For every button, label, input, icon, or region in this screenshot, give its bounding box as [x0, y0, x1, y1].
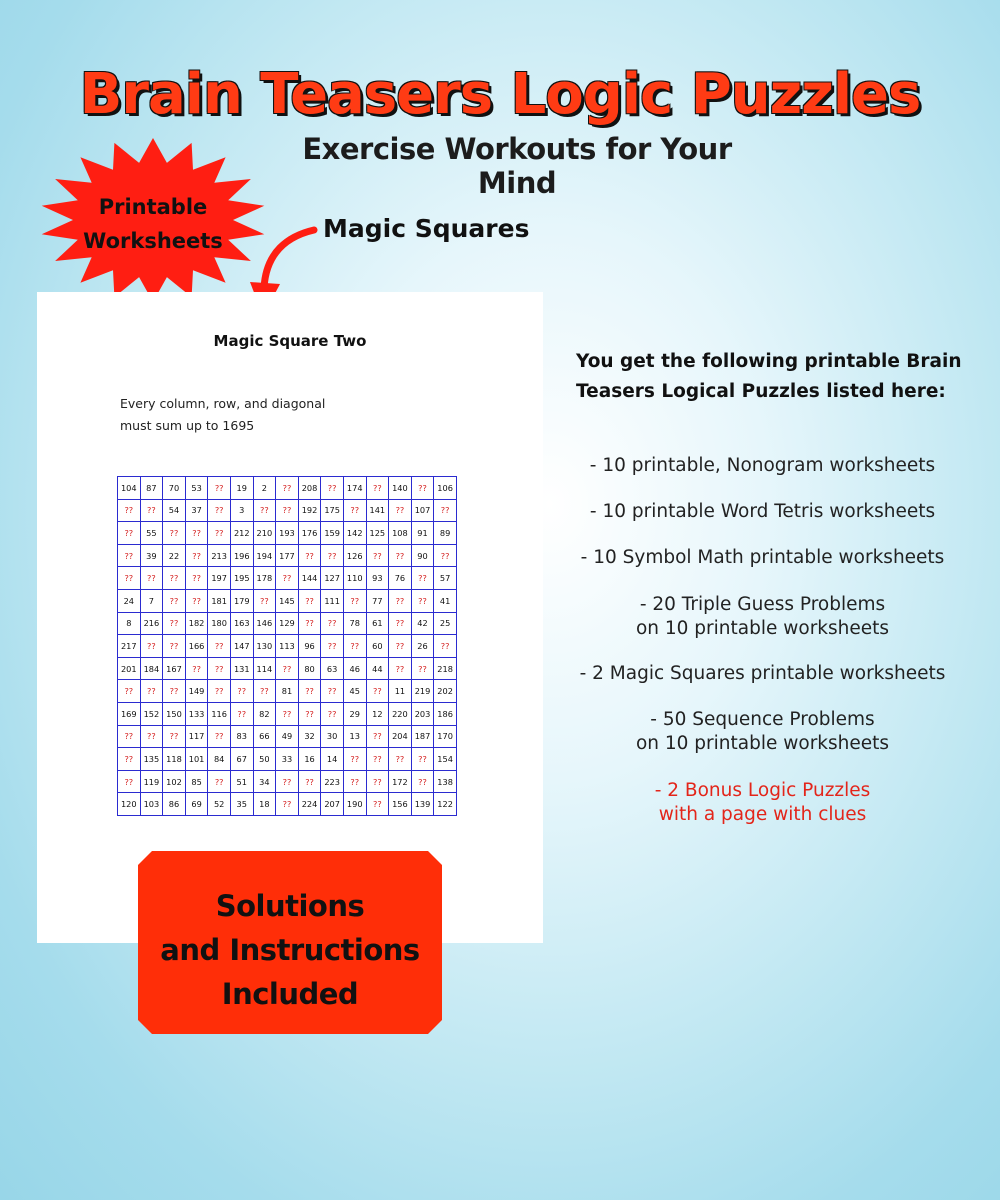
- grid-row: [118, 567, 457, 590]
- grid-cell: ??: [140, 499, 163, 522]
- grid-cell: 146: [253, 612, 276, 635]
- grid-cell: 172: [389, 770, 412, 793]
- grid-cell: 130: [253, 635, 276, 658]
- grid-cell: 102: [163, 770, 186, 793]
- grid-cell: 139: [411, 793, 434, 816]
- solutions-badge-text: [138, 884, 442, 1016]
- list-item-bonus: [545, 779, 980, 827]
- grid-row: [118, 680, 457, 703]
- grid-cell: ??: [321, 477, 344, 500]
- grid-cell: 140: [389, 477, 412, 500]
- list-item-line: - 10 printable Word Tetris worksheets: [589, 501, 936, 522]
- grid-cell: ??: [118, 748, 141, 771]
- grid-cell: 116: [208, 702, 231, 725]
- grid-cell: ??: [208, 657, 231, 680]
- grid-cell: 46: [343, 657, 366, 680]
- grid-cell: 141: [366, 499, 389, 522]
- grid-cell: 78: [343, 612, 366, 635]
- grid-cell: 76: [389, 567, 412, 590]
- grid-cell: 103: [140, 793, 163, 816]
- grid-cell: 50: [253, 748, 276, 771]
- grid-cell: 86: [163, 793, 186, 816]
- grid-cell: 52: [208, 793, 231, 816]
- grid-cell: ??: [253, 499, 276, 522]
- grid-cell: ??: [366, 725, 389, 748]
- grid-cell: 93: [366, 567, 389, 590]
- grid-cell: 187: [411, 725, 434, 748]
- grid-cell: 61: [366, 612, 389, 635]
- grid-cell: 25: [434, 612, 457, 635]
- grid-cell: 182: [185, 612, 208, 635]
- grid-row: [118, 522, 457, 545]
- grid-cell: 154: [434, 748, 457, 771]
- grid-cell: 125: [366, 522, 389, 545]
- list-item-line: on 10 printable worksheets: [635, 733, 890, 754]
- grid-cell: 77: [366, 589, 389, 612]
- page-subtitle: Exercise Workouts for Your Mind: [302, 132, 732, 200]
- list-item-word-tetris: [545, 500, 980, 524]
- grid-cell: 13: [343, 725, 366, 748]
- grid-cell: ??: [208, 725, 231, 748]
- grid-cell: 60: [366, 635, 389, 658]
- grid-cell: 193: [276, 522, 299, 545]
- grid-cell: 34: [253, 770, 276, 793]
- list-item-triple-guess: [545, 593, 980, 641]
- grid-cell: ??: [411, 748, 434, 771]
- grid-cell: 7: [140, 589, 163, 612]
- grid-cell: 113: [276, 635, 299, 658]
- grid-cell: 41: [434, 589, 457, 612]
- grid-cell: 22: [163, 544, 186, 567]
- grid-cell: 142: [343, 522, 366, 545]
- grid-cell: 169: [118, 702, 141, 725]
- grid-cell: 12: [366, 702, 389, 725]
- grid-cell: ??: [366, 680, 389, 703]
- grid-cell: 186: [434, 702, 457, 725]
- grid-cell: 192: [298, 499, 321, 522]
- grid-cell: 202: [434, 680, 457, 703]
- grid-cell: 19: [230, 477, 253, 500]
- grid-cell: 207: [321, 793, 344, 816]
- grid-cell: 80: [298, 657, 321, 680]
- grid-cell: 90: [411, 544, 434, 567]
- grid-cell: 122: [434, 793, 457, 816]
- grid-cell: 204: [389, 725, 412, 748]
- grid-cell: ??: [118, 544, 141, 567]
- grid-cell: 18: [253, 793, 276, 816]
- grid-cell: ??: [298, 680, 321, 703]
- grid-cell: 131: [230, 657, 253, 680]
- grid-cell: 150: [163, 702, 186, 725]
- grid-cell: ??: [163, 589, 186, 612]
- solutions-line-2: and Instructions: [160, 933, 420, 967]
- list-intro-line-2: Teasers Logical Puzzles listed here:: [576, 381, 946, 402]
- grid-cell: 107: [411, 499, 434, 522]
- grid-cell: 119: [140, 770, 163, 793]
- grid-cell: 126: [343, 544, 366, 567]
- list-item-line: - 10 Symbol Math printable worksheets: [580, 547, 945, 568]
- grid-cell: 156: [389, 793, 412, 816]
- grid-cell: ??: [321, 680, 344, 703]
- grid-row: [118, 725, 457, 748]
- grid-row: [118, 544, 457, 567]
- grid-cell: 218: [434, 657, 457, 680]
- grid-cell: 14: [321, 748, 344, 771]
- grid-cell: 63: [321, 657, 344, 680]
- grid-cell: ??: [140, 567, 163, 590]
- grid-cell: 39: [140, 544, 163, 567]
- grid-cell: ??: [298, 612, 321, 635]
- grid-cell: 29: [343, 702, 366, 725]
- list-intro-line-1: You get the following printable Brain: [576, 351, 962, 372]
- grid-cell: 220: [389, 702, 412, 725]
- list-item-nonogram: [545, 454, 980, 478]
- grid-cell: 83: [230, 725, 253, 748]
- grid-cell: ??: [163, 612, 186, 635]
- grid-cell: 114: [253, 657, 276, 680]
- list-item-line: on 10 printable worksheets: [635, 618, 890, 639]
- grid-cell: ??: [253, 589, 276, 612]
- grid-cell: 16: [298, 748, 321, 771]
- grid-cell: 201: [118, 657, 141, 680]
- grid-cell: ??: [411, 477, 434, 500]
- printable-badge-text: [50, 190, 256, 258]
- grid-cell: 26: [411, 635, 434, 658]
- grid-cell: 117: [185, 725, 208, 748]
- grid-cell: 57: [434, 567, 457, 590]
- grid-cell: 3: [230, 499, 253, 522]
- grid-cell: 32: [298, 725, 321, 748]
- grid-cell: ??: [118, 725, 141, 748]
- list-item-symbol-math: [545, 546, 980, 570]
- grid-cell: ??: [389, 544, 412, 567]
- grid-cell: 213: [208, 544, 231, 567]
- grid-cell: 54: [163, 499, 186, 522]
- grid-cell: 138: [434, 770, 457, 793]
- grid-cell: 197: [208, 567, 231, 590]
- grid-cell: ??: [276, 793, 299, 816]
- grid-cell: ??: [434, 544, 457, 567]
- grid-cell: 53: [185, 477, 208, 500]
- grid-cell: 55: [140, 522, 163, 545]
- list-item-sequence: [545, 708, 980, 756]
- grid-row: [118, 793, 457, 816]
- grid-cell: 135: [140, 748, 163, 771]
- grid-cell: 127: [321, 567, 344, 590]
- grid-cell: 2: [253, 477, 276, 500]
- magic-squares-callout: Magic Squares: [323, 214, 530, 243]
- grid-cell: ??: [321, 702, 344, 725]
- grid-cell: 96: [298, 635, 321, 658]
- grid-cell: ??: [163, 725, 186, 748]
- grid-cell: 195: [230, 567, 253, 590]
- grid-cell: ??: [343, 499, 366, 522]
- grid-cell: ??: [389, 499, 412, 522]
- grid-cell: ??: [321, 635, 344, 658]
- worksheet-title: Magic Square Two: [213, 332, 367, 350]
- grid-cell: 84: [208, 748, 231, 771]
- grid-cell: ??: [230, 680, 253, 703]
- instruction-line-1: Every column, row, and diagonal: [120, 396, 326, 411]
- grid-cell: 217: [118, 635, 141, 658]
- grid-cell: ??: [253, 680, 276, 703]
- grid-cell: 190: [343, 793, 366, 816]
- grid-cell: ??: [185, 522, 208, 545]
- grid-cell: ??: [298, 544, 321, 567]
- grid-cell: ??: [140, 680, 163, 703]
- grid-cell: 223: [321, 770, 344, 793]
- grid-cell: 24: [118, 589, 141, 612]
- grid-cell: 178: [253, 567, 276, 590]
- grid-cell: 129: [276, 612, 299, 635]
- grid-cell: ??: [118, 499, 141, 522]
- grid-cell: ??: [185, 657, 208, 680]
- grid-cell: ??: [276, 770, 299, 793]
- grid-cell: 147: [230, 635, 253, 658]
- grid-row: [118, 499, 457, 522]
- grid-cell: ??: [230, 702, 253, 725]
- grid-cell: ??: [298, 589, 321, 612]
- grid-cell: 224: [298, 793, 321, 816]
- grid-cell: 163: [230, 612, 253, 635]
- grid-cell: 111: [321, 589, 344, 612]
- grid-cell: ??: [389, 612, 412, 635]
- grid-cell: ??: [366, 793, 389, 816]
- grid-cell: 219: [411, 680, 434, 703]
- grid-cell: 180: [208, 612, 231, 635]
- page-title: Brain Teasers Logic Puzzles: [79, 62, 921, 127]
- grid-cell: ??: [298, 770, 321, 793]
- grid-cell: ??: [140, 635, 163, 658]
- grid-cell: ??: [208, 680, 231, 703]
- grid-cell: 8: [118, 612, 141, 635]
- grid-row: [118, 657, 457, 680]
- grid-cell: ??: [366, 748, 389, 771]
- grid-cell: 181: [208, 589, 231, 612]
- grid-cell: 91: [411, 522, 434, 545]
- grid-cell: 174: [343, 477, 366, 500]
- grid-cell: ??: [411, 770, 434, 793]
- grid-cell: 51: [230, 770, 253, 793]
- magic-square-grid: [117, 476, 457, 816]
- grid-cell: 216: [140, 612, 163, 635]
- grid-row: [118, 702, 457, 725]
- grid-cell: 176: [298, 522, 321, 545]
- grid-cell: 166: [185, 635, 208, 658]
- grid-cell: 152: [140, 702, 163, 725]
- grid-cell: 67: [230, 748, 253, 771]
- grid-cell: 42: [411, 612, 434, 635]
- grid-cell: 49: [276, 725, 299, 748]
- grid-cell: 118: [163, 748, 186, 771]
- grid-cell: ??: [411, 657, 434, 680]
- grid-cell: ??: [389, 748, 412, 771]
- grid-cell: ??: [276, 702, 299, 725]
- grid-cell: ??: [208, 522, 231, 545]
- list-item-line: - 2 Magic Squares printable worksheets: [579, 663, 946, 684]
- grid-cell: ??: [163, 680, 186, 703]
- grid-cell: ??: [321, 612, 344, 635]
- grid-cell: ??: [321, 544, 344, 567]
- grid-cell: 210: [253, 522, 276, 545]
- grid-cell: ??: [118, 680, 141, 703]
- grid-cell: ??: [389, 635, 412, 658]
- grid-cell: ??: [208, 477, 231, 500]
- grid-cell: ??: [366, 770, 389, 793]
- grid-cell: ??: [389, 657, 412, 680]
- grid-cell: 120: [118, 793, 141, 816]
- grid-cell: ??: [163, 567, 186, 590]
- grid-cell: ??: [118, 770, 141, 793]
- list-item-line: - 50 Sequence Problems: [650, 709, 875, 730]
- grid-cell: 89: [434, 522, 457, 545]
- grid-cell: ??: [389, 589, 412, 612]
- grid-cell: 87: [140, 477, 163, 500]
- grid-cell: 133: [185, 702, 208, 725]
- grid-cell: ??: [276, 567, 299, 590]
- grid-cell: ??: [343, 589, 366, 612]
- grid-cell: 11: [389, 680, 412, 703]
- grid-cell: 170: [434, 725, 457, 748]
- grid-cell: ??: [434, 499, 457, 522]
- list-item-magic-squares: [545, 662, 980, 686]
- grid-cell: 69: [185, 793, 208, 816]
- grid-cell: 106: [434, 477, 457, 500]
- grid-cell: 167: [163, 657, 186, 680]
- grid-cell: 82: [253, 702, 276, 725]
- grid-cell: ??: [276, 477, 299, 500]
- list-item-line: - 20 Triple Guess Problems: [639, 594, 886, 615]
- grid-cell: 104: [118, 477, 141, 500]
- grid-cell: 85: [185, 770, 208, 793]
- grid-cell: ??: [118, 522, 141, 545]
- grid-cell: ??: [343, 635, 366, 658]
- grid-cell: ??: [140, 725, 163, 748]
- list-item-line: - 10 printable, Nonogram worksheets: [589, 455, 936, 476]
- grid-cell: 37: [185, 499, 208, 522]
- instruction-line-2: must sum up to 1695: [120, 418, 255, 433]
- grid-cell: ??: [343, 748, 366, 771]
- solutions-line-3: Included: [221, 977, 359, 1011]
- grid-cell: 212: [230, 522, 253, 545]
- badge-line-printable: Printable: [98, 195, 208, 219]
- grid-cell: ??: [366, 477, 389, 500]
- grid-cell: ??: [208, 499, 231, 522]
- grid-cell: ??: [276, 499, 299, 522]
- grid-cell: ??: [411, 589, 434, 612]
- grid-cell: ??: [185, 589, 208, 612]
- grid-row: [118, 748, 457, 771]
- grid-cell: ??: [276, 657, 299, 680]
- grid-cell: 159: [321, 522, 344, 545]
- badge-line-worksheets: Worksheets: [83, 229, 223, 253]
- grid-row: [118, 477, 457, 500]
- grid-cell: 30: [321, 725, 344, 748]
- grid-cell: ??: [163, 635, 186, 658]
- grid-cell: 66: [253, 725, 276, 748]
- grid-cell: 177: [276, 544, 299, 567]
- list-item-line: with a page with clues: [658, 804, 867, 825]
- grid-cell: ??: [118, 567, 141, 590]
- grid-row: [118, 770, 457, 793]
- grid-cell: 184: [140, 657, 163, 680]
- grid-cell: 35: [230, 793, 253, 816]
- grid-cell: 203: [411, 702, 434, 725]
- grid-cell: 108: [389, 522, 412, 545]
- solutions-line-1: Solutions: [215, 889, 365, 923]
- grid-cell: ??: [185, 567, 208, 590]
- worksheet-preview: [37, 292, 543, 943]
- grid-cell: 144: [298, 567, 321, 590]
- grid-cell: 196: [230, 544, 253, 567]
- grid-cell: 81: [276, 680, 299, 703]
- grid-cell: 45: [343, 680, 366, 703]
- grid-row: [118, 589, 457, 612]
- grid-row: [118, 635, 457, 658]
- grid-cell: ??: [434, 635, 457, 658]
- grid-cell: 44: [366, 657, 389, 680]
- grid-cell: ??: [343, 770, 366, 793]
- grid-cell: 101: [185, 748, 208, 771]
- grid-row: [118, 612, 457, 635]
- grid-cell: 175: [321, 499, 344, 522]
- list-intro: [576, 347, 986, 407]
- grid-cell: 33: [276, 748, 299, 771]
- worksheet-instructions: [120, 393, 380, 437]
- grid-cell: 110: [343, 567, 366, 590]
- grid-cell: ??: [411, 567, 434, 590]
- grid-cell: 149: [185, 680, 208, 703]
- grid-cell: ??: [208, 635, 231, 658]
- grid-cell: 70: [163, 477, 186, 500]
- grid-cell: 194: [253, 544, 276, 567]
- grid-cell: ??: [185, 544, 208, 567]
- list-item-line: - 2 Bonus Logic Puzzles: [654, 780, 871, 801]
- grid-cell: ??: [298, 702, 321, 725]
- grid-cell: ??: [208, 770, 231, 793]
- grid-cell: ??: [366, 544, 389, 567]
- grid-cell: 179: [230, 589, 253, 612]
- grid-cell: 145: [276, 589, 299, 612]
- grid-cell: 208: [298, 477, 321, 500]
- grid-cell: ??: [163, 522, 186, 545]
